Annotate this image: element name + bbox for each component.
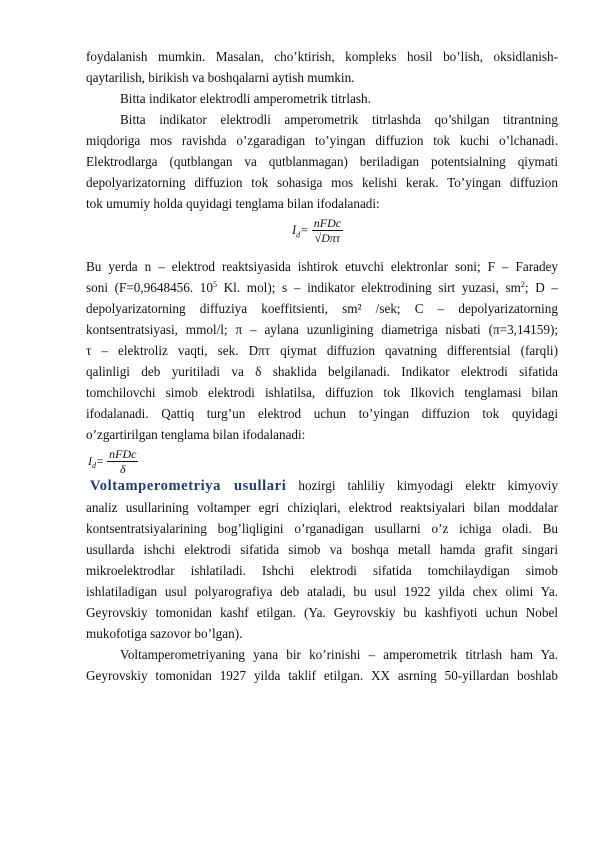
formula-numerator: nFDc [313,216,342,230]
text-line [86,277,558,298]
text-line: depolyarizatorning diffuzion tok sohasiga mos kelishi kerak. To’yingan diffuzion [86,175,558,190]
text-line: qalinligi deb yuritiladi va δ shaklida belgilanadi. Indikator elektrodi sifatida [86,364,558,379]
text-line: ifodalanadi. Qattiq turg’un elektrod uchun to’yingan diffuzion tok quyidagi [86,406,558,421]
text-fragment: hozirgi tahliliy kimyodagi elektr kimyoviy [286,478,558,493]
text-line: Geyrovskiy tomonidan kashf etilgan. (Ya. Geyrovskiy bu kashfiyoti uchun Nobel [86,605,558,620]
text-line: qaytarilish, birikish va boshqalarni aytish mumkin. [86,70,355,85]
section-heading: Voltamperometriya usullari [90,478,287,494]
text-line: analiz usullarining voltamper egri chiziqlari, elektrod reaktsiyalari bilan moddalar [86,500,558,515]
formula-lhs: I [88,453,92,468]
text-fragment: ; D – [524,280,558,295]
formula-subscript: d [296,230,301,240]
text-line: kontsentratsiyalarining bog’liqligini o’rganadigan usullarni o’z ichiga oladi. Bu [86,521,558,536]
text-line: Bu yerda n – elektrod reaktsiyasida ishtirok etuvchi elektronlar soni; F – Faradey [86,259,558,274]
text-line: Voltamperometriyaning yana bir ko’rinishi – amperometrik titrlash ham Ya. [120,647,558,662]
text-line: Geyrovskiy tomonidan 1927 yilda taklif etilgan. XX asrning 50-yillardan boshlab [86,668,558,683]
superscript: 2 [520,280,525,289]
text-line: mukofotiga sazovor bo’lgan). [86,626,243,641]
formula-lhs: I [292,222,297,237]
formula-numerator: nFDc [109,447,137,461]
text-line: tomchilovchi simob elektrodi ishlatilsa, diffuzion tok Ilkovich tenglamasi bilan [86,385,558,400]
text-line: foydalanish mumkin. Masalan, cho’ktirish, kompleks hosil bo’lish, oksidlanish- [86,49,558,64]
text-line: Elektrodlarga (qutblangan va qutblanmagan) beriladigan potentsialning qiymati [86,154,558,169]
superscript: 5 [213,280,217,289]
text-line: Bitta indikator elektrodli amperometrik titrlashda qo’shilgan titrantning [120,112,558,127]
text-line [86,475,558,497]
formula-fraction [107,447,138,477]
text-line: miqdoriga mos ravishda o’zgaradigan to’yingan diffuzion tok kuchi o’lchanadi. [86,133,558,148]
formula-denominator: δ [119,462,126,476]
text-line: usullarda ishchi elektrodi sifatida simob va boshqa metall hamda grafit singari [86,542,558,557]
text-line: τ – elektroliz vaqti, sek. Dπτ qiymat diffuzion qavatning differentsial (farqli) [86,343,558,358]
formula-denominator: √Dπτ [314,231,341,245]
paragraph-intro [86,46,558,88]
text-line: tok umumiy holda quyidagi tenglama bilan ifodalanadi: [86,196,380,211]
text-fragment: soni (F=0,9648456. 10 [86,280,213,295]
formula-equals: = [300,222,309,237]
formula-fraction [312,216,343,246]
text-line: depolyarizatorning diffuziya koeffitsienti, sm² /sek; C – depolyarizatorning [86,301,558,316]
paragraph-voltamperometry [86,475,558,644]
formula-subscript: d [92,461,96,471]
text-line: mikroelektrodlar ishlatiladi. Ishchi elektrodi sifatida tomchilaydigan simob [86,563,558,578]
formula-equals: = [96,453,105,468]
text-line: o’zgartirilgan tenglama bilan ifodalanadi: [86,427,306,442]
paragraph-amperometric [86,644,558,686]
paragraph-definitions [86,256,558,445]
paragraph-single-electrode [86,109,558,214]
text-line: kontsentratsiyasi, mmol/l; π – aylana uzunligining diametriga nisbati (π=3,14159); [86,322,558,337]
formula-diffusion-current [86,214,558,256]
formula-solid-electrode [86,445,558,475]
document-page [86,46,558,686]
text-line: ishlatiladigan usul polyarografiya deb ataladi, bu usul 1922 yilda chex olimi Ya. [86,584,558,599]
section-subtitle: Bitta indikator elektrodli amperometrik titrlash. [120,91,371,106]
text-fragment: Kl. mol); s – indikator elektrodining sirt yuzasi, sm [217,280,521,295]
